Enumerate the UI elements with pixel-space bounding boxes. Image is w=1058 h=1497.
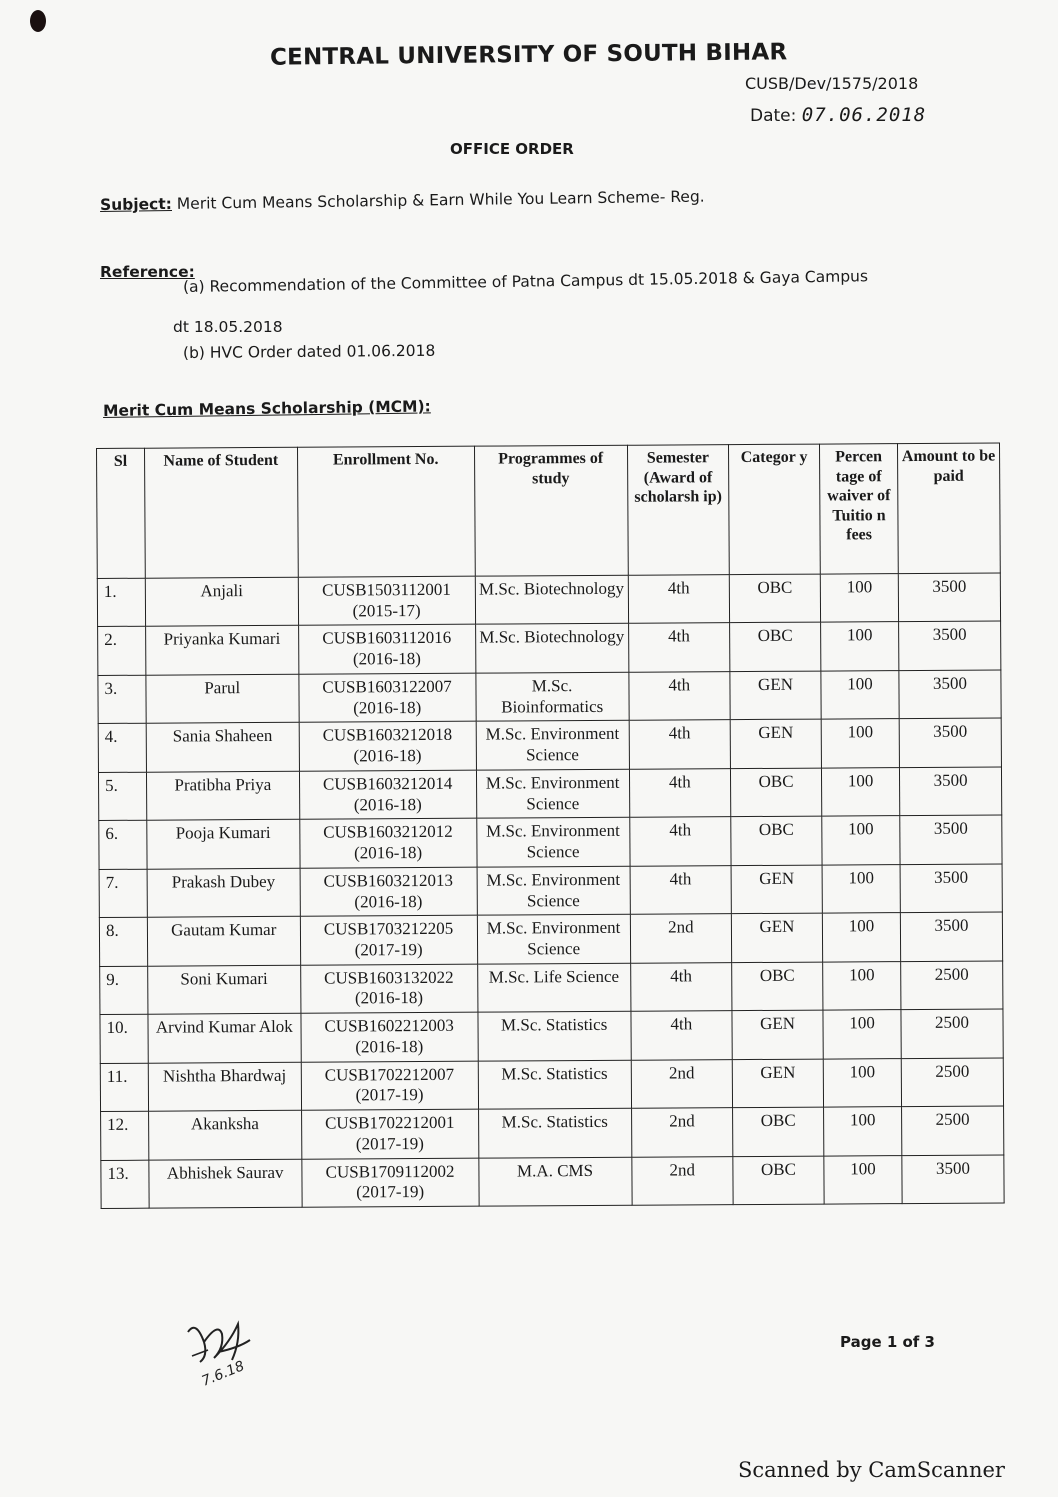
cell-semester: 4th bbox=[629, 769, 730, 818]
cell-percentage: 100 bbox=[822, 767, 900, 816]
cell-category: OBC bbox=[732, 1107, 823, 1156]
cell-amount: 3500 bbox=[900, 864, 1002, 913]
cell-percentage: 100 bbox=[820, 574, 898, 623]
cell-programme: M.Sc. Life Science bbox=[477, 963, 631, 1012]
cell-programme: M.Sc. Biotechnology bbox=[475, 575, 629, 624]
cell-enrollment: CUSB1702212001 (2017-19) bbox=[301, 1109, 478, 1159]
cell-category: OBC bbox=[732, 962, 823, 1011]
cell-amount: 2500 bbox=[901, 1009, 1003, 1058]
cell-programme: M.A. CMS bbox=[478, 1157, 632, 1206]
date-label: Date: bbox=[750, 106, 797, 126]
cell-sl: 1. bbox=[97, 578, 145, 627]
cell-percentage: 100 bbox=[823, 1010, 901, 1059]
cell-programme: M.Sc. Statistics bbox=[477, 1011, 631, 1060]
subject-text: Merit Cum Means Scholarship & Earn While You Learn Scheme- Reg. bbox=[176, 187, 705, 213]
cell-enrollment: CUSB1603212018 (2016-18) bbox=[299, 722, 476, 772]
cell-enrollment: CUSB1703212205 (2017-19) bbox=[300, 915, 477, 965]
cell-sl: 3. bbox=[98, 675, 146, 724]
reference-heading: Reference: bbox=[100, 263, 195, 281]
header-enrollment: Enrollment No. bbox=[297, 446, 475, 577]
table-row bbox=[97, 573, 1000, 627]
punch-hole bbox=[30, 10, 46, 32]
cell-category: GEN bbox=[730, 671, 821, 720]
cell-enrollment: CUSB1603122007 (2016-18) bbox=[299, 673, 476, 723]
cell-sl: 4. bbox=[98, 724, 146, 773]
cell-programme: M.Sc. Environment Science bbox=[476, 769, 630, 818]
cell-name: Priyanka Kumari bbox=[145, 626, 298, 675]
header-percentage: Percen tage of waiver of Tuitio n fees bbox=[820, 444, 899, 574]
cell-percentage: 100 bbox=[823, 961, 901, 1010]
header-amount: Amount to be paid bbox=[897, 443, 1000, 574]
cell-semester: 4th bbox=[631, 1011, 732, 1060]
cell-semester: 4th bbox=[629, 720, 730, 769]
cell-name: Parul bbox=[146, 674, 299, 723]
cell-programme: M.Sc. Statistics bbox=[478, 1060, 632, 1109]
cell-semester: 2nd bbox=[631, 1059, 732, 1108]
table-row bbox=[98, 621, 1001, 675]
cell-semester: 4th bbox=[630, 962, 731, 1011]
table-row bbox=[99, 864, 1002, 918]
cell-name: Prakash Dubey bbox=[147, 868, 300, 917]
cell-programme: M.Sc. Environment Science bbox=[477, 915, 631, 964]
cell-percentage: 100 bbox=[821, 719, 899, 768]
table-row bbox=[99, 912, 1002, 966]
cell-name: Gautam Kumar bbox=[147, 917, 300, 966]
cell-enrollment: CUSB1702212007 (2017-19) bbox=[301, 1061, 478, 1111]
cell-percentage: 100 bbox=[821, 671, 899, 720]
cell-name: Arvind Kumar Alok bbox=[148, 1013, 301, 1062]
table-row bbox=[101, 1155, 1004, 1209]
date-value: 07.06.2018 bbox=[801, 104, 927, 126]
cell-category: OBC bbox=[733, 1156, 824, 1205]
cell-sl: 10. bbox=[100, 1014, 148, 1063]
table-body bbox=[97, 573, 1004, 1209]
cell-enrollment: CUSB1709112002 (2017-19) bbox=[302, 1158, 479, 1208]
cell-sl: 5. bbox=[98, 772, 146, 821]
table-row bbox=[99, 815, 1002, 869]
cell-semester: 4th bbox=[628, 575, 729, 624]
cell-enrollment: CUSB1603212013 (2016-18) bbox=[300, 867, 477, 917]
cell-semester: 2nd bbox=[632, 1156, 733, 1205]
cell-enrollment: CUSB1603212012 (2016-18) bbox=[300, 819, 477, 869]
cell-enrollment: CUSB1503112001 (2015-17) bbox=[298, 576, 475, 626]
cell-amount: 3500 bbox=[899, 670, 1001, 719]
cell-percentage: 100 bbox=[822, 913, 900, 962]
cell-enrollment: CUSB1602212003 (2016-18) bbox=[301, 1012, 478, 1062]
cell-enrollment: CUSB1603132022 (2016-18) bbox=[300, 964, 477, 1014]
cell-name: Nishtha Bhardwaj bbox=[148, 1062, 301, 1111]
cell-percentage: 100 bbox=[821, 622, 899, 671]
signature-icon bbox=[178, 1312, 288, 1392]
cell-category: OBC bbox=[730, 623, 821, 672]
reference-item-a-continued: dt 18.05.2018 bbox=[173, 318, 283, 336]
cell-programme: M.Sc. Statistics bbox=[478, 1108, 632, 1157]
cell-amount: 3500 bbox=[902, 1155, 1004, 1204]
header-name: Name of Student bbox=[144, 447, 298, 578]
cell-semester: 4th bbox=[629, 672, 730, 721]
reference-number: CUSB/Dev/1575/2018 bbox=[745, 74, 919, 93]
subject-line bbox=[100, 188, 705, 214]
cell-enrollment: CUSB1603212014 (2016-18) bbox=[299, 770, 476, 820]
cell-percentage: 100 bbox=[824, 1155, 902, 1204]
cell-programme: M.Sc. Environment Science bbox=[476, 818, 630, 867]
cell-percentage: 100 bbox=[822, 816, 900, 865]
cell-sl: 9. bbox=[100, 966, 148, 1015]
cell-sl: 2. bbox=[98, 627, 146, 676]
cell-sl: 6. bbox=[99, 821, 147, 870]
cell-name: Akanksha bbox=[148, 1110, 301, 1159]
cell-amount: 2500 bbox=[902, 1106, 1004, 1155]
cell-name: Pooja Kumari bbox=[147, 820, 300, 869]
cell-programme: M.Sc. Biotechnology bbox=[475, 624, 629, 673]
page-number: Page 1 of 3 bbox=[840, 1333, 935, 1351]
cell-sl: 8. bbox=[99, 917, 147, 966]
cell-amount: 2500 bbox=[901, 1058, 1003, 1107]
date-line bbox=[750, 104, 926, 126]
university-title: CENTRAL UNIVERSITY OF SOUTH BIHAR bbox=[269, 39, 788, 71]
cell-amount: 3500 bbox=[900, 815, 1002, 864]
cell-semester: 4th bbox=[630, 817, 731, 866]
cell-programme: M.Sc. Environment Science bbox=[476, 721, 630, 770]
header-programme: Programmes of study bbox=[474, 445, 628, 576]
cell-semester: 4th bbox=[628, 623, 729, 672]
cell-name: Sania Shaheen bbox=[146, 723, 299, 772]
cell-programme: M.Sc. Bioinformatics bbox=[475, 672, 629, 721]
table-row bbox=[101, 1106, 1004, 1160]
table-row bbox=[98, 718, 1001, 772]
office-order-title: OFFICE ORDER bbox=[450, 140, 574, 158]
scholarship-table bbox=[96, 442, 1005, 1209]
reference-item-a: (a) Recommendation of the Committee of Patna Campus dt 15.05.2018 & Gaya Campus bbox=[182, 267, 869, 296]
cell-category: GEN bbox=[732, 1059, 823, 1108]
cell-enrollment: CUSB1603112016 (2016-18) bbox=[298, 625, 475, 675]
cell-sl: 7. bbox=[99, 869, 147, 918]
table-row bbox=[100, 961, 1003, 1015]
cell-programme: M.Sc. Environment Science bbox=[477, 866, 631, 915]
table-header-row bbox=[97, 443, 1001, 579]
scanner-watermark: Scanned by CamScanner bbox=[738, 1458, 1005, 1482]
cell-category: OBC bbox=[729, 574, 820, 623]
cell-category: GEN bbox=[730, 719, 821, 768]
table-row bbox=[98, 767, 1001, 821]
cell-name: Abhishek Saurav bbox=[149, 1159, 302, 1208]
cell-amount: 3500 bbox=[899, 718, 1001, 767]
cell-sl: 12. bbox=[101, 1111, 149, 1160]
cell-category: OBC bbox=[731, 816, 822, 865]
cell-amount: 3500 bbox=[898, 573, 1000, 622]
cell-semester: 4th bbox=[630, 865, 731, 914]
cell-amount: 3500 bbox=[899, 621, 1001, 670]
cell-name: Pratibha Priya bbox=[146, 771, 299, 820]
table-row bbox=[100, 1009, 1003, 1063]
cell-category: GEN bbox=[731, 865, 822, 914]
subject-label: Subject: bbox=[99, 194, 173, 214]
cell-category: OBC bbox=[730, 768, 821, 817]
section-title: Merit Cum Means Scholarship (MCM): bbox=[102, 397, 431, 420]
cell-amount: 3500 bbox=[899, 767, 1001, 816]
cell-amount: 2500 bbox=[901, 961, 1003, 1010]
cell-category: GEN bbox=[732, 1010, 823, 1059]
reference-item-b: (b) HVC Order dated 01.06.2018 bbox=[182, 341, 436, 362]
cell-name: Soni Kumari bbox=[148, 965, 301, 1014]
cell-percentage: 100 bbox=[823, 1058, 901, 1107]
cell-amount: 3500 bbox=[900, 912, 1002, 961]
cell-sl: 13. bbox=[101, 1160, 149, 1209]
cell-name: Anjali bbox=[145, 577, 298, 626]
header-sl: Sl bbox=[97, 448, 146, 578]
signature-date: 7.6.18 bbox=[199, 1358, 247, 1390]
header-category: Categor y bbox=[728, 444, 820, 575]
header-semester: Semester (Award of scholarsh ip) bbox=[627, 445, 729, 576]
cell-semester: 2nd bbox=[630, 914, 731, 963]
cell-semester: 2nd bbox=[631, 1108, 732, 1157]
table-row bbox=[100, 1058, 1003, 1112]
cell-category: GEN bbox=[731, 913, 822, 962]
cell-percentage: 100 bbox=[824, 1107, 902, 1156]
table-row bbox=[98, 670, 1001, 724]
cell-percentage: 100 bbox=[822, 864, 900, 913]
cell-sl: 11. bbox=[100, 1063, 148, 1112]
